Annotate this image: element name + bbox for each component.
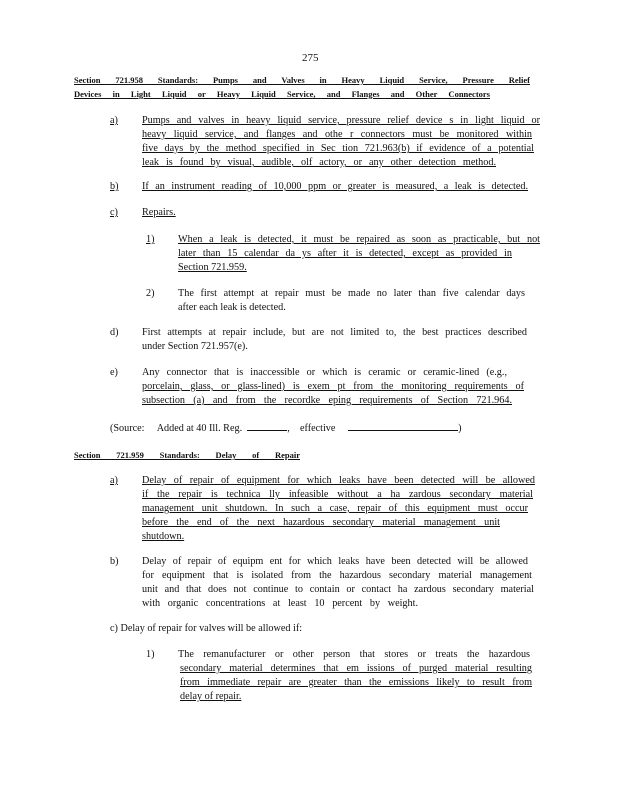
- s959-c1-line3: from immediate repair are greater than the emissions likely to result from: [180, 677, 532, 688]
- s959-marker-a: a): [110, 475, 118, 486]
- subsection-e-line3: subsection (a) and from the recordke eping requirements of Section 721.964.: [142, 395, 512, 406]
- page-number: 275: [302, 52, 319, 64]
- s959-marker-b: b): [110, 556, 119, 567]
- subsection-c-title: Repairs.: [142, 207, 176, 218]
- subsection-marker-b: b): [110, 181, 119, 192]
- section-heading-721-958-line1: Section 721.958 Standards: Pumps and Valves in Heavy Liquid Service, Pressure Relief: [74, 75, 530, 85]
- subsection-a-line3: five days by the method specified in Sec tion 721.963(b) if evidence of a potential: [142, 143, 534, 154]
- section-heading-721-959: Section 721.959 Standards: Delay of Repair: [74, 450, 300, 460]
- s959-c1-line2: secondary material determines that em issions of purged material resulting: [180, 663, 532, 674]
- s959-b-line3: unit and that does not continue to contain or contact ha zardous secondary material: [142, 584, 534, 595]
- s959-a-line5: shutdown.: [142, 531, 185, 542]
- source-added: Added at 40 Ill. Reg.: [156, 423, 243, 434]
- source-comma: ,: [287, 423, 290, 434]
- source-effective: effective: [299, 423, 336, 434]
- s959-b-line4: with organic concentrations at least 10 percent by weight.: [142, 598, 418, 609]
- s959-c-text: c) Delay of repair for valves will be allowed if:: [110, 623, 303, 634]
- item-c1-line1: When a leak is detected, it must be repaired as soon as practicable, but not: [178, 234, 540, 245]
- subsection-d-line1: First attempts at repair include, but are not limited to, the best practices described: [142, 327, 527, 338]
- s959-b-line2: for equipment that is isolated from the hazardous secondary material management: [142, 570, 532, 581]
- s959-a-line1: Delay of repair of equipment for which leaks have been detected will be allowed: [142, 475, 535, 486]
- subsection-marker-c: c): [110, 207, 118, 218]
- effective-date-blank: [348, 420, 458, 431]
- section-heading-721-958-line2: Devices in Light Liquid or Heavy Liquid Service, and Flanges and Other Connectors: [74, 89, 490, 99]
- item-c2-line2: after each leak is detected.: [178, 302, 286, 313]
- register-blank: [247, 420, 287, 431]
- subsection-a-line1: Pumps and valves in heavy liquid service, pressure relief device s in light liquid or: [142, 115, 540, 126]
- subsection-marker-d: d): [110, 327, 119, 338]
- subsection-marker-e: e): [110, 367, 118, 378]
- subsection-d-line2: under Section 721.957(e).: [142, 341, 248, 352]
- s959-c1-marker: 1): [146, 649, 155, 660]
- s959-a-line4: before the end of the next hazardous secondary material management unit: [142, 517, 500, 528]
- item-c2-line1: The first attempt at repair must be made no later than five calendar days: [178, 288, 525, 299]
- item-c1-marker: 1): [146, 234, 155, 245]
- s959-b-line1: Delay of repair of equipm ent for which leaks have been detected will be allowed: [142, 556, 528, 567]
- subsection-a-line2: heavy liquid service, and flanges and othe r connectors must be monitored within: [142, 129, 532, 140]
- source-close: ): [458, 423, 462, 434]
- s959-c1-line1: The remanufacturer or other person that stores or treats the hazardous: [178, 649, 530, 660]
- subsection-marker-a: a): [110, 115, 118, 126]
- source-note: [110, 420, 462, 436]
- item-c2-marker: 2): [146, 288, 155, 299]
- source-prefix: (Source:: [110, 423, 145, 434]
- item-c1-line3: Section 721.959.: [178, 262, 247, 273]
- subsection-a-line4: leak is found by visual, audible, olf actory, or any other detection method.: [142, 157, 496, 168]
- s959-c1-line4: delay of repair.: [180, 691, 242, 702]
- subsection-e-line1: Any connector that is inaccessible or which is ceramic or ceramic-lined (e.g.,: [142, 367, 507, 378]
- s959-a-line2: if the repair is technica lly infeasible without a ha zardous secondary material: [142, 489, 533, 500]
- subsection-b-text: If an instrument reading of 10,000 ppm or greater is measured, a leak is detected.: [142, 181, 528, 192]
- item-c1-line2: later than 15 calendar da ys after it is detected, except as provided in: [178, 248, 512, 259]
- subsection-e-line2: porcelain, glass, or glass-lined) is exem pt from the monitoring requirements of: [142, 381, 524, 392]
- s959-a-line3: management unit shutdown. In such a case, repair of this equipment must occur: [142, 503, 528, 514]
